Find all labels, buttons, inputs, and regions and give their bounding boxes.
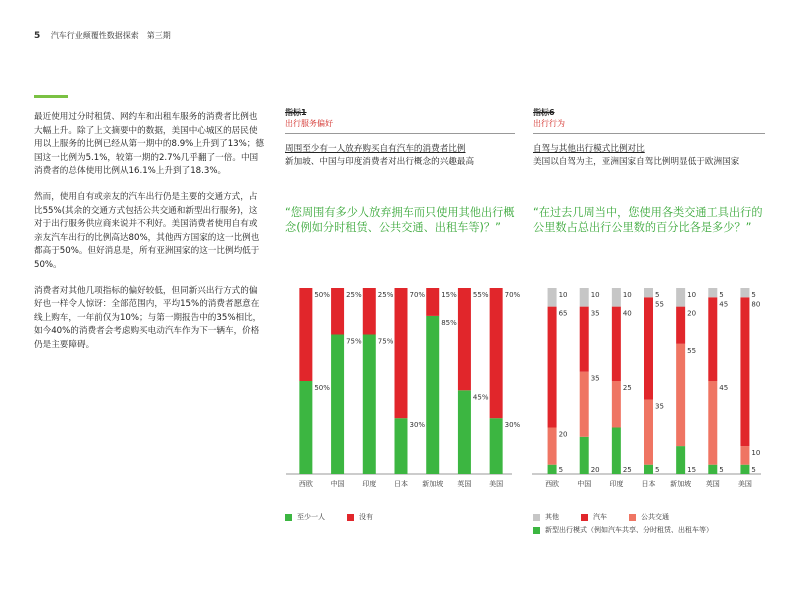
data-label: 55 bbox=[655, 300, 664, 309]
bar-segment bbox=[331, 288, 344, 335]
legend-swatch-green bbox=[533, 527, 540, 534]
legend-label: 至少一人 bbox=[297, 513, 325, 521]
legend-swatch-gray bbox=[533, 514, 540, 521]
bar-segment bbox=[740, 446, 749, 465]
bar-segment bbox=[363, 288, 376, 335]
data-label: 30% bbox=[504, 421, 520, 430]
data-label: 55% bbox=[472, 291, 489, 299]
data-label: 50% bbox=[314, 291, 330, 299]
bar-segment bbox=[676, 344, 685, 446]
bar-segment bbox=[644, 465, 653, 474]
bar-segment bbox=[740, 288, 749, 297]
chart2-plot bbox=[528, 280, 773, 495]
data-label: 70% bbox=[504, 291, 520, 299]
legend-swatch-green bbox=[285, 514, 292, 521]
bar-segment bbox=[548, 428, 557, 465]
legend-swatch-red bbox=[581, 514, 588, 521]
data-label: 5 bbox=[751, 291, 756, 299]
legend-item-car bbox=[581, 512, 607, 522]
chart2-subtitle-main: 自驾与其他出行模式比例对比 bbox=[533, 144, 645, 154]
bar-segment bbox=[676, 446, 685, 474]
paragraph-1: 最近使用过分时租赁、网约车和出租车服务的消费者比例也大幅上升。除了上文摘要中的数据，美国中心城区的居民使用以上服务的比例已经从第一期中的8.9%上升到了13%；德国这一比例为5.1%，较第一期的2.7%几乎翻了一倍。中国消费者的总体使用比例从16.1%上升到了18.3%。 bbox=[34, 112, 264, 177]
bar-segment bbox=[548, 307, 557, 428]
bar-segment bbox=[612, 307, 621, 381]
bar-segment bbox=[458, 288, 471, 390]
data-label: 25 bbox=[622, 384, 632, 392]
bar-segment bbox=[299, 381, 312, 474]
legend-label: 新型出行模式（例如汽车共享、分时租赁、出租车等） bbox=[545, 526, 713, 534]
data-label: 55 bbox=[687, 346, 697, 355]
bar-segment bbox=[708, 288, 717, 297]
category-label: 美国 bbox=[489, 480, 504, 488]
bar-segment bbox=[580, 307, 589, 372]
chart1-question: “您周围有多少人放弃拥车而只使用其他出行概念(例如分时租赁、公共交通、出租车等)？” bbox=[285, 206, 515, 234]
legend-item-at-least-one bbox=[285, 512, 325, 522]
chart1-legend bbox=[285, 512, 395, 525]
data-label: 5 bbox=[558, 466, 564, 474]
paragraph-2: 然而，使用自有或亲友的汽车出行仍是主要的交通方式，占比55%(其余的交通方式包括公共交通和新型出行服务)，这对于出行服务供应商来说并不利好。美国消费者使用自有或亲友汽车出行的比例高达80%，其他西方国家的这一比例也都高于50%。但好消息是，所有亚洲国家的这一比例均低于50%。 bbox=[34, 191, 260, 270]
data-label: 85% bbox=[441, 318, 457, 327]
bar-segment bbox=[426, 288, 439, 316]
paragraph-3: 消费者对其他几项指标的偏好较低，但同新兴出行方式的偏好也一样令人惊讶：全部范围内，平均15%的消费者愿意在线上购车，一年前仅为10%；与第一期报告中的35%相比，如今40%的消费者会考虑购买电动汽车作为下一辆车，价格仍是主要障碍。 bbox=[34, 285, 262, 350]
report-title: 汽车行业颠覆性数据探索 第三期 bbox=[50, 31, 171, 40]
data-label: 25% bbox=[377, 291, 394, 299]
category-label: 西欧 bbox=[545, 480, 560, 488]
chart1-subtitle-desc: 新加坡、中国与印度消费者对出行概念的兴趣最高 bbox=[285, 157, 475, 167]
bar-segment bbox=[676, 288, 685, 307]
data-label: 10 bbox=[687, 291, 697, 299]
page-number: 5 bbox=[34, 31, 41, 41]
data-label: 35 bbox=[590, 309, 600, 318]
data-label: 30% bbox=[409, 421, 426, 430]
bar-segment bbox=[740, 465, 749, 474]
chart2-divider bbox=[533, 133, 765, 134]
category-label: 英国 bbox=[457, 480, 472, 488]
category-label: 新加坡 bbox=[670, 480, 692, 488]
bar-segment bbox=[395, 418, 408, 474]
data-label: 10 bbox=[590, 291, 600, 299]
bar-segment bbox=[740, 297, 749, 446]
bar-segment bbox=[612, 288, 621, 307]
bar-segment bbox=[580, 372, 589, 437]
data-label: 5 bbox=[751, 466, 756, 474]
legend-label: 其他 bbox=[545, 513, 559, 521]
data-label: 35 bbox=[655, 402, 664, 411]
category-label: 中国 bbox=[577, 480, 592, 488]
bar-segment bbox=[644, 400, 653, 465]
bar-segment bbox=[708, 465, 717, 474]
chart2-indicator bbox=[533, 107, 565, 129]
left-text-column bbox=[34, 111, 266, 365]
chart1-indicator-label: 指标1 bbox=[285, 108, 307, 117]
bar-segment bbox=[708, 381, 717, 465]
chart2-subtitle bbox=[533, 143, 768, 169]
legend-item-other bbox=[533, 512, 559, 522]
accent-bar bbox=[34, 95, 68, 98]
data-label: 25 bbox=[622, 466, 632, 474]
data-label: 70% bbox=[409, 291, 426, 299]
category-label: 西欧 bbox=[298, 480, 313, 488]
bar-segment bbox=[644, 288, 653, 297]
data-label: 75% bbox=[346, 337, 362, 346]
data-label: 25% bbox=[346, 291, 362, 299]
bar-segment bbox=[612, 428, 621, 475]
category-label: 美国 bbox=[737, 480, 752, 488]
category-label: 印度 bbox=[609, 480, 624, 488]
legend-label: 汽车 bbox=[593, 513, 607, 521]
bar-segment bbox=[548, 465, 557, 474]
chart1-divider bbox=[285, 133, 515, 134]
data-label: 15 bbox=[687, 466, 697, 474]
bar-segment bbox=[644, 297, 653, 399]
data-label: 35 bbox=[590, 374, 600, 383]
chart2-legend bbox=[533, 512, 735, 538]
data-label: 10 bbox=[622, 291, 632, 299]
data-label: 80 bbox=[751, 300, 761, 309]
bar-segment bbox=[490, 418, 503, 474]
legend-item-public-transport bbox=[629, 512, 669, 522]
bar-segment bbox=[676, 307, 685, 344]
category-label: 印度 bbox=[362, 480, 377, 488]
data-label: 5 bbox=[719, 291, 724, 299]
data-label: 20 bbox=[590, 466, 600, 474]
chart2-indicator-label: 指标6 bbox=[533, 108, 555, 117]
data-label: 45 bbox=[719, 384, 729, 392]
category-label: 中国 bbox=[330, 480, 345, 488]
data-label: 5 bbox=[655, 466, 660, 474]
bar-segment bbox=[395, 288, 408, 418]
data-label: 40 bbox=[622, 309, 632, 318]
data-label: 20 bbox=[687, 309, 697, 318]
chart1-subtitle-main: 周围至少有一人放弃购买自有汽车的消费者比例 bbox=[285, 144, 466, 154]
bar-segment bbox=[331, 335, 344, 475]
data-label: 45 bbox=[719, 300, 729, 309]
bar-segment bbox=[363, 335, 376, 475]
bar-segment bbox=[708, 297, 717, 381]
legend-label: 公共交通 bbox=[641, 513, 669, 521]
category-label: 新加坡 bbox=[422, 480, 444, 488]
bar-segment bbox=[580, 288, 589, 307]
chart1-indicator bbox=[285, 107, 333, 129]
category-label: 英国 bbox=[705, 480, 720, 488]
data-label: 10 bbox=[558, 291, 568, 299]
data-label: 75% bbox=[377, 337, 394, 346]
data-label: 50% bbox=[314, 384, 330, 392]
bar-segment bbox=[426, 316, 439, 474]
chart2-subtitle-desc: 美国以自驾为主，亚洲国家自驾比例明显低于欧洲国家 bbox=[533, 157, 740, 167]
data-label: 10 bbox=[751, 449, 761, 458]
legend-item-new-mobility bbox=[533, 525, 713, 535]
chart2-question: “在过去几周当中，您使用各类交通工具出行的公里数占总出行公里数的百分比各是多少？” bbox=[533, 206, 763, 234]
chart2-indicator-title: 出行行为 bbox=[533, 119, 565, 128]
category-label: 日本 bbox=[641, 480, 656, 488]
category-label: 日本 bbox=[394, 480, 408, 488]
data-label: 5 bbox=[719, 466, 724, 474]
legend-label: 没有 bbox=[359, 513, 373, 521]
chart1-plot bbox=[280, 280, 520, 495]
bar-segment bbox=[612, 381, 621, 428]
data-label: 15% bbox=[441, 291, 457, 299]
data-label: 45% bbox=[472, 393, 489, 402]
legend-item-none bbox=[347, 512, 373, 522]
chart1-indicator-title: 出行服务偏好 bbox=[285, 119, 333, 128]
data-label: 65 bbox=[558, 309, 568, 318]
bar-segment bbox=[299, 288, 312, 381]
page-header bbox=[34, 30, 171, 41]
data-label: 20 bbox=[558, 430, 568, 439]
chart1-subtitle bbox=[285, 143, 515, 169]
legend-swatch-salmon bbox=[629, 514, 636, 521]
data-label: 5 bbox=[655, 291, 660, 299]
bar-segment bbox=[580, 437, 589, 474]
bar-segment bbox=[548, 288, 557, 307]
bar-segment bbox=[458, 390, 471, 474]
legend-swatch-red bbox=[347, 514, 354, 521]
bar-segment bbox=[490, 288, 503, 418]
